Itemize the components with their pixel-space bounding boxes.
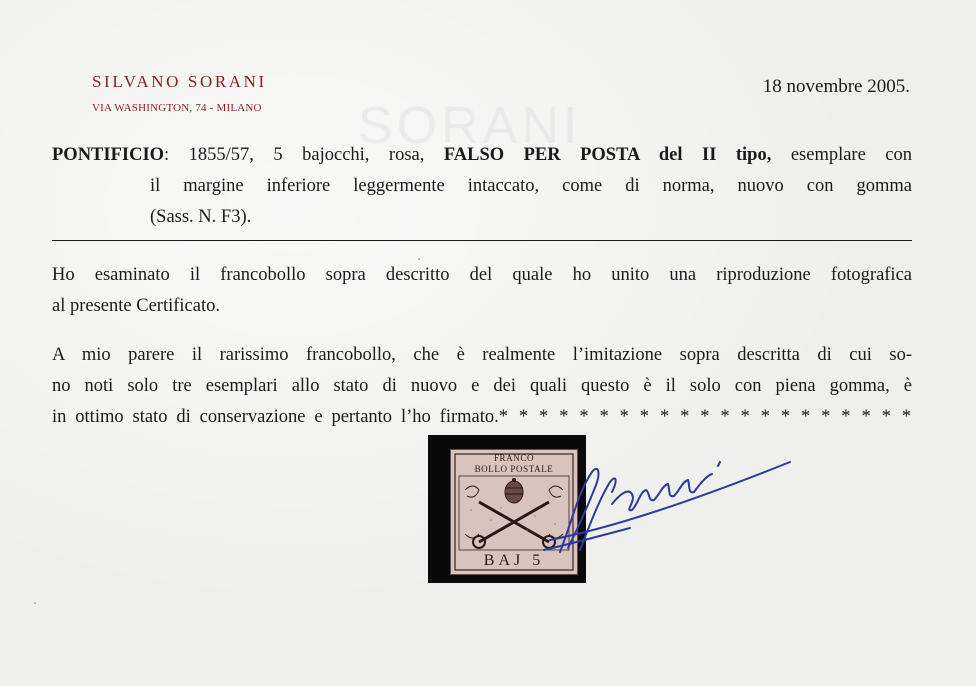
watermark: SORANI (358, 97, 582, 155)
paragraph1-line2: al presente Certificato. (52, 296, 220, 316)
stamp-value: BAJ 5 (483, 552, 545, 569)
paragraph-opinion (52, 340, 912, 433)
forgery-type: FALSO PER POSTA del II tipo, (443, 145, 772, 165)
star-filler: * * * * * * * * * * * * * * * * * * * * * (498, 407, 913, 427)
description-line-2: il margine inferiore leggermente intaccato, come di norma, nuovo con gomma (150, 176, 912, 196)
description-details: : 1855/57, 5 bajocchi, rosa, (164, 145, 444, 165)
stamp-description (52, 140, 912, 233)
description-line-1 (52, 140, 912, 171)
paragraph1-line1: Ho esaminato il francobollo sopra descritto del quale ho unito una riproduzione fotografica (52, 265, 912, 285)
paper-speck (418, 258, 420, 260)
country-name: PONTIFICIO (52, 145, 165, 165)
stamp-text-top: FRANCO (493, 453, 535, 463)
handwritten-signature (520, 432, 820, 562)
letterhead-address: VIA WASHINGTON, 74 - MILANO (92, 102, 262, 114)
paragraph2-line2: no noti solo tre esemplari allo stato di nuovo e dei quali questo è il solo con piena gomma, è (52, 376, 912, 396)
letterhead-name: SILVANO SORANI (92, 72, 267, 91)
certificate-date: 18 novembre 2005. (762, 76, 910, 97)
paragraph2-line3 (52, 402, 912, 433)
paragraph2-line3-text: in ottimo stato di conservazione e pertanto l’ho firmato. (52, 407, 499, 427)
stamp-text-second: BOLLO POSTALE (474, 464, 554, 474)
description-line-3: (Sass. N. F3). (150, 207, 252, 227)
paragraph2-line1: A mio parere il rarissimo francobollo, che è realmente l’imitazione sopra descritta di cui so- (52, 345, 912, 365)
description-tail: esemplare con (771, 145, 913, 165)
divider-rule (52, 240, 912, 241)
paragraph-examination (52, 260, 912, 322)
paper-speck (34, 602, 36, 604)
